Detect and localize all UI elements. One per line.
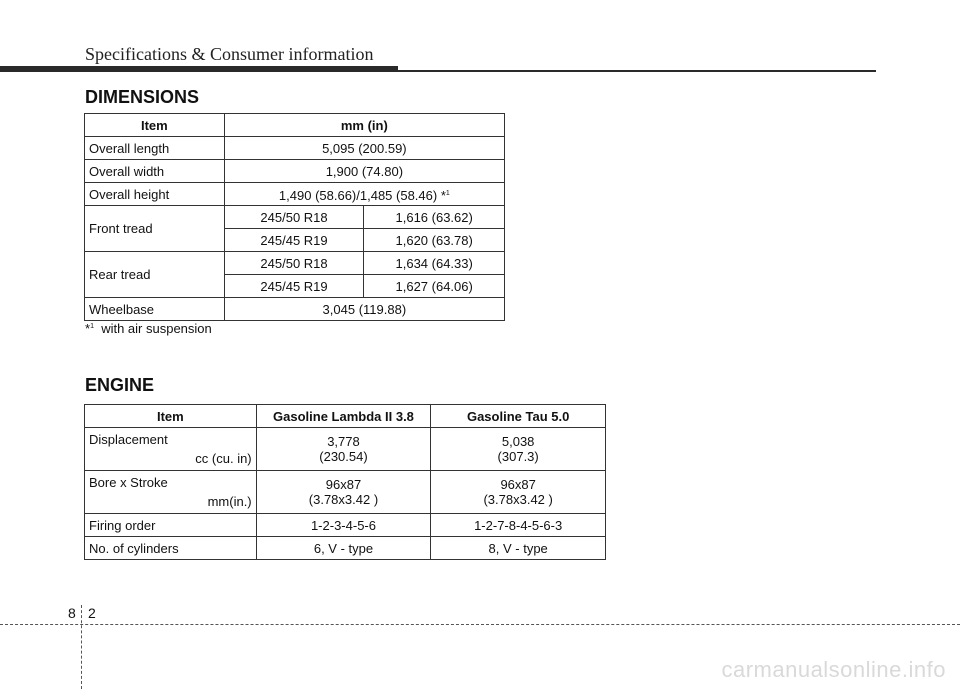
lambda-value: 6, V - type — [256, 537, 431, 560]
table-header-row — [85, 405, 606, 428]
col-tau-header: Gasoline Tau 5.0 — [431, 405, 606, 428]
tire-size: 245/50 R18 — [224, 252, 364, 275]
col-value-header: mm (in) — [224, 114, 504, 137]
dimensions-footnote — [85, 321, 212, 336]
tread-value: 1,634 (64.33) — [364, 252, 505, 275]
row-value: 3,045 (119.88) — [224, 298, 504, 321]
value-line: (307.3) — [497, 449, 539, 464]
watermark: carmanualsonline.info — [721, 657, 946, 682]
value-line: (230.54) — [319, 449, 368, 464]
footnote-star: * — [85, 321, 91, 336]
header-rule-thin — [398, 70, 876, 72]
footnote-mark: 1 — [445, 189, 450, 197]
col-item-header: Item — [85, 114, 225, 137]
col-item-header: Item — [85, 405, 257, 428]
tire-size: 245/50 R18 — [224, 206, 364, 229]
lambda-value: 1-2-3-4-5-6 — [256, 514, 431, 537]
footnote-mark: 1 — [90, 323, 94, 330]
table-row — [85, 160, 505, 183]
table-row — [85, 537, 606, 560]
tau-value — [431, 471, 606, 514]
value-line: 96x87 — [500, 477, 536, 492]
row-label — [85, 471, 257, 514]
table-header-row — [85, 114, 505, 137]
tau-value: 1-2-7-8-4-5-6-3 — [431, 514, 606, 537]
tau-value — [431, 428, 606, 471]
row-label: Wheelbase — [85, 298, 225, 321]
table-row — [85, 514, 606, 537]
page-number-chapter: 8 — [68, 605, 76, 621]
value-line: 96x87 — [325, 477, 362, 492]
table-row — [85, 137, 505, 160]
lambda-value — [256, 428, 431, 471]
page-header-title: Specifications & Consumer information — [85, 44, 374, 64]
row-value: 1,900 (74.80) — [224, 160, 504, 183]
bore-stroke-label: Bore x Stroke — [89, 475, 168, 490]
dimensions-table — [84, 113, 505, 321]
value-line: (3.78x3.42 ) — [308, 492, 379, 507]
table-row — [85, 206, 505, 229]
bore-stroke-unit: mm(in.) — [207, 494, 252, 509]
height-value: 1,490 (58.66)/1,485 (58.46) * — [278, 187, 446, 203]
engine-table — [84, 404, 606, 560]
displacement-unit: cc (cu. in) — [195, 451, 252, 466]
row-label: Rear tread — [85, 252, 225, 298]
value-line: (3.78x3.42 ) — [483, 492, 553, 507]
footer-vertical-rule — [81, 605, 82, 689]
lambda-value — [256, 471, 431, 514]
row-label: No. of cylinders — [85, 537, 257, 560]
row-label: Overall height — [85, 183, 225, 206]
row-label — [85, 428, 257, 471]
row-label: Overall width — [85, 160, 225, 183]
tau-value: 8, V - type — [431, 537, 606, 560]
tread-value: 1,616 (63.62) — [364, 206, 505, 229]
footnote-text: with air suspension — [101, 321, 212, 336]
table-row — [85, 183, 505, 206]
footer-rule — [0, 624, 960, 625]
col-lambda-header: Gasoline Lambda II 3.8 — [256, 405, 431, 428]
dimensions-heading: DIMENSIONS — [85, 87, 200, 107]
row-value: 5,095 (200.59) — [224, 137, 504, 160]
header-rule — [0, 66, 398, 72]
value-line: 5,038 — [501, 434, 535, 449]
tread-value: 1,620 (63.78) — [364, 229, 505, 252]
table-row — [85, 471, 606, 514]
tire-size: 245/45 R19 — [224, 275, 364, 298]
table-row — [85, 428, 606, 471]
table-row — [85, 252, 505, 275]
engine-heading: ENGINE — [85, 375, 155, 395]
row-label: Firing order — [85, 514, 257, 537]
value-line: 3,778 — [327, 434, 360, 449]
row-label: Front tread — [85, 206, 225, 252]
tire-size: 245/45 R19 — [224, 229, 364, 252]
tread-value: 1,627 (64.06) — [364, 275, 505, 298]
displacement-label: Displacement — [89, 432, 168, 447]
row-value — [224, 183, 504, 206]
row-label: Overall length — [85, 137, 225, 160]
page-number-page: 2 — [88, 605, 96, 621]
table-row — [85, 298, 505, 321]
